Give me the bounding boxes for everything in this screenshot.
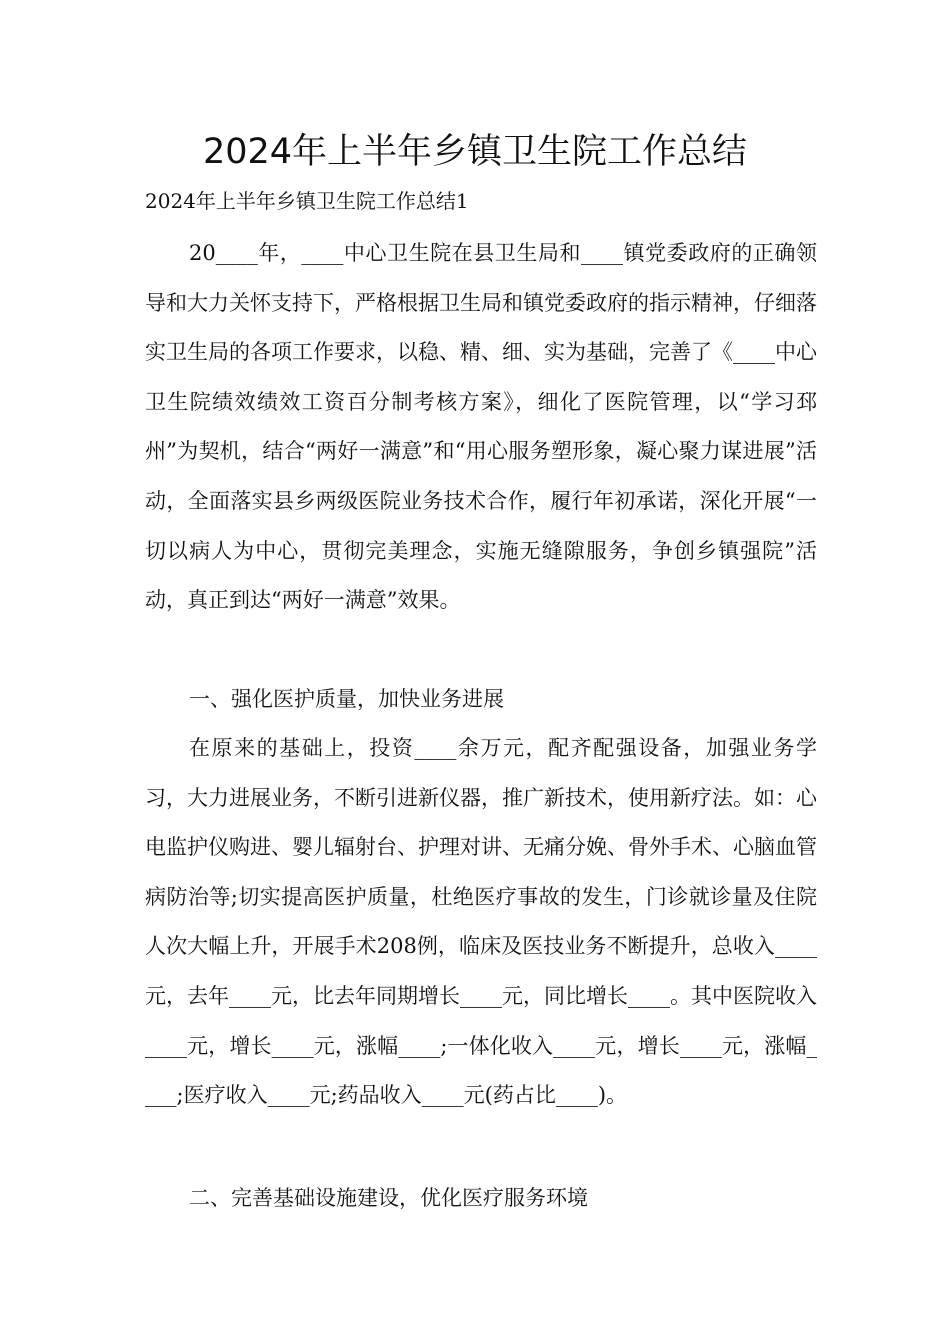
document-title: 2024年上半年乡镇卫生院工作总结 xyxy=(202,132,748,172)
document-subtitle: 2024年上半年乡镇卫生院工作总结1 xyxy=(145,189,469,213)
section-heading-1: 一、强化医护质量，加快业务进展 xyxy=(189,687,504,711)
paragraph-intro: 20____年，____中心卫生院在县卫生局和____镇党委政府的正确领导和大力关怀支持下，严格根据卫生局和镇党委政府的指示精神，仔细落实卫生局的各项工作要求，以稳、精、细、实为基础，完善了《____中心卫生院绩效绩效工资百分制考核方案》，细化了医院管理，以“学习邳州”为契机，结合“两好一满意”和“用心服务塑形象，凝心聚力谋进展”活动，全面落实县乡两级医院业务技术合作，履行年初承诺，深化开展“一切以病人为中心，贯彻完美理念，实施无缝隙服务，争创乡镇强院”活动，真正到达“两好一满意”效果。 xyxy=(145,241,817,613)
paragraph-section-1: 在原来的基础上，投资____余万元，配齐配强设备，加强业务学习，大力进展业务，不断引进新仪器，推广新技术，使用新疗法。如：心电监护仪购进、婴儿辐射台、护理对讲、无痛分娩、骨外手术、心脑血管病防治等;切实提高医护质量，杜绝医疗事故的发生，门诊就诊量及住院人次大幅上升，开展手术208例，临床及医技业务不断提升，总收入____元，去年____元，比去年同期增长____元，同比增长____。其中医院收入____元，增长____元，涨幅____;一体化收入____元，增长____元，涨幅____;医疗收入____元;药品收入____元(药占比____)。 xyxy=(145,736,817,1108)
section-heading-2: 二、完善基础设施建设，优化医疗服务环境 xyxy=(189,1186,588,1210)
